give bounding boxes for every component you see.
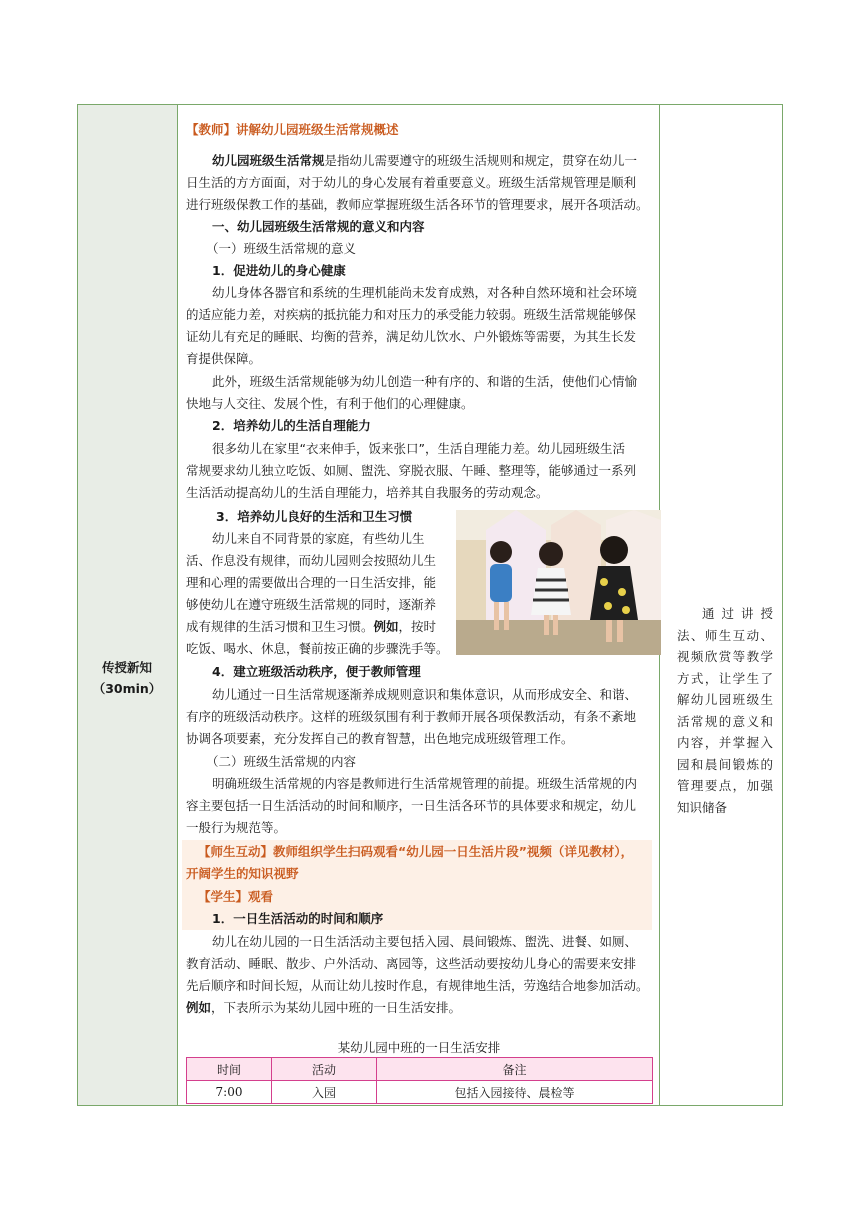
point-1-title: 1．促进幼儿的身心健康 [212, 263, 346, 278]
children-drinking-photo [456, 510, 661, 655]
point-1-line-3: 证幼儿有充足的睡眠、均衡的营养，满足幼儿饮水、户外锻炼等需要，为其生长发 [186, 329, 637, 344]
section-heading-1: 一、幼儿园班级生活常规的意义和内容 [212, 219, 425, 234]
point-3-title: 3．培养幼儿良好的生活和卫生习惯 [216, 509, 413, 524]
point-2-line-2: 常规要求幼儿独立吃饭、如厕、盥洗、穿脱衣服、午睡、整理等，能够通过一系列 [186, 463, 637, 478]
point-5-line-1: 明确班级生活常规的内容是教师进行生活常规管理的前提。班级生活常规的内 [212, 776, 638, 791]
point-1b-line-1: 此外，班级生活常规能够为幼儿创造一种有序的、和谐的生活，使他们心情愉 [212, 374, 638, 389]
intro-line-2: 日生活的方方面面，对于幼儿的身心发展有着重要意义。班级生活常规管理是顺利 [186, 175, 637, 190]
point-3-line-5: 成有规律的生活习惯和卫生习惯。例如，按时 [186, 619, 437, 634]
stage-duration: （30min） [92, 681, 162, 696]
point-1-line-2: 的适应能力差，对疾病的抵抗能力和对压力的承受能力较弱。班级生活常规能够保 [186, 307, 637, 322]
point-6-title: 1．一日生活活动的时间和顺序 [212, 911, 384, 926]
point-3-line-3: 理和心理的需要做出合理的一日生活安排，能 [186, 575, 437, 590]
interaction-line-2: 开阔学生的知识视野 [186, 866, 299, 881]
subsection-heading-2: （二）班级生活常规的内容 [206, 754, 357, 769]
point-1b-line-2: 快地与人交往、发展个性，有利于他们的心理健康。 [186, 396, 474, 411]
design-intent-text: 通过讲授法、师生互动、视频欣赏等教学方式，让学生了解幼儿园班级生活常规的意义和内容，并掌握入园和晨间锻炼的管理要点，加强知识储备 [677, 606, 773, 815]
point-5-line-2: 容主要包括一日生活活动的时间和顺序，一日生活各环节的具体要求和规定，幼儿 [186, 798, 637, 813]
point-4-title: 4．建立班级活动秩序，便于教师管理 [212, 664, 421, 679]
student-heading: 【学生】观看 [198, 889, 274, 904]
point-6-line-4: 例如，下表所示为某幼儿园中班的一日生活安排。 [186, 1000, 462, 1015]
intro-line-1: 幼儿园班级生活常规是指幼儿需要遵守的班级生活规则和规定，贯穿在幼儿一 [212, 153, 638, 168]
subsection-heading-1: （一）班级生活常规的意义 [206, 241, 357, 256]
point-3-line-4: 够使幼儿在遵守班级生活常规的同时，逐渐养 [186, 597, 437, 612]
table-row [187, 1081, 653, 1104]
stage-cell [78, 105, 178, 1105]
point-1-line-4: 育提供保障。 [186, 351, 262, 366]
design-intent-cell [659, 105, 782, 1105]
schedule-table-title: 某幼儿园中班的一日生活安排 [337, 1040, 501, 1055]
header-time: 时间 [187, 1058, 272, 1081]
teacher-heading: 【教师】讲解幼儿园班级生活常规概述 [186, 122, 399, 137]
header-note: 备注 [377, 1058, 653, 1081]
point-6-line-2: 教育活动、睡眠、散步、户外活动、离园等，这些活动要按幼儿身心的需要来安排 [186, 956, 637, 971]
point-6-line-3: 先后顺序和时间长短，从而让幼儿按时作息，有规律地生活，劳逸结合地参加活动。 [186, 978, 649, 993]
point-2-line-3: 生活活动提高幼儿的生活自理能力，培养其自我服务的劳动观念。 [186, 485, 549, 500]
photo-illustration [456, 510, 661, 655]
lesson-table [77, 104, 783, 1106]
intro-line-3: 进行班级保教工作的基础，教师应掌握班级生活各环节的管理要求，展开各项活动。 [186, 197, 649, 212]
point-6-line-1: 幼儿在幼儿园的一日生活活动主要包括入园、晨间锻炼、盥洗、进餐、如厕、 [212, 934, 638, 949]
intro-term: 幼儿园班级生活常规 [212, 153, 325, 168]
schedule-table [186, 1057, 653, 1104]
point-1-line-1: 幼儿身体各器官和系统的生理机能尚未发育成熟，对各种自然环境和社会环境 [212, 285, 638, 300]
cell-time: 7:00 [187, 1081, 272, 1104]
point-5-line-3: 一般行为规范等。 [186, 820, 287, 835]
point-4-line-1: 幼儿通过一日生活常规逐渐养成规则意识和集体意识，从而形成安全、和谐、 [212, 687, 638, 702]
point-3-line-2: 活、作息没有规律，而幼儿园则会按照幼儿生 [186, 553, 437, 568]
point-2-line-1: 很多幼儿在家里“衣来伸手，饭来张口”，生活自理能力差。幼儿园班级生活 [212, 441, 625, 456]
stage-title: 传授新知 [101, 660, 152, 675]
point-3-line-1: 幼儿来自不同背景的家庭，有些幼儿生 [212, 531, 425, 546]
point-4-line-3: 协调各项要素，充分发挥自己的教育智慧，出色地完成班级管理工作。 [186, 731, 574, 746]
cell-note: 包括入园接待、晨检等 [377, 1081, 653, 1104]
schedule-header-row [187, 1058, 653, 1081]
interaction-line-1: 【师生互动】教师组织学生扫码观看“幼儿园一日生活片段”视频（详见教材）， [198, 844, 634, 859]
point-2-title: 2．培养幼儿的生活自理能力 [212, 418, 371, 433]
header-activity: 活动 [272, 1058, 377, 1081]
cell-activity: 入园 [272, 1081, 377, 1104]
point-4-line-2: 有序的班级活动秩序。这样的班级氛围有利于教师开展各项保教活动，有条不紊地 [186, 709, 637, 724]
stage-label [78, 657, 176, 699]
point-3-line-6: 吃饭、喝水、休息，餐前按正确的步骤洗手等。 [186, 641, 449, 656]
